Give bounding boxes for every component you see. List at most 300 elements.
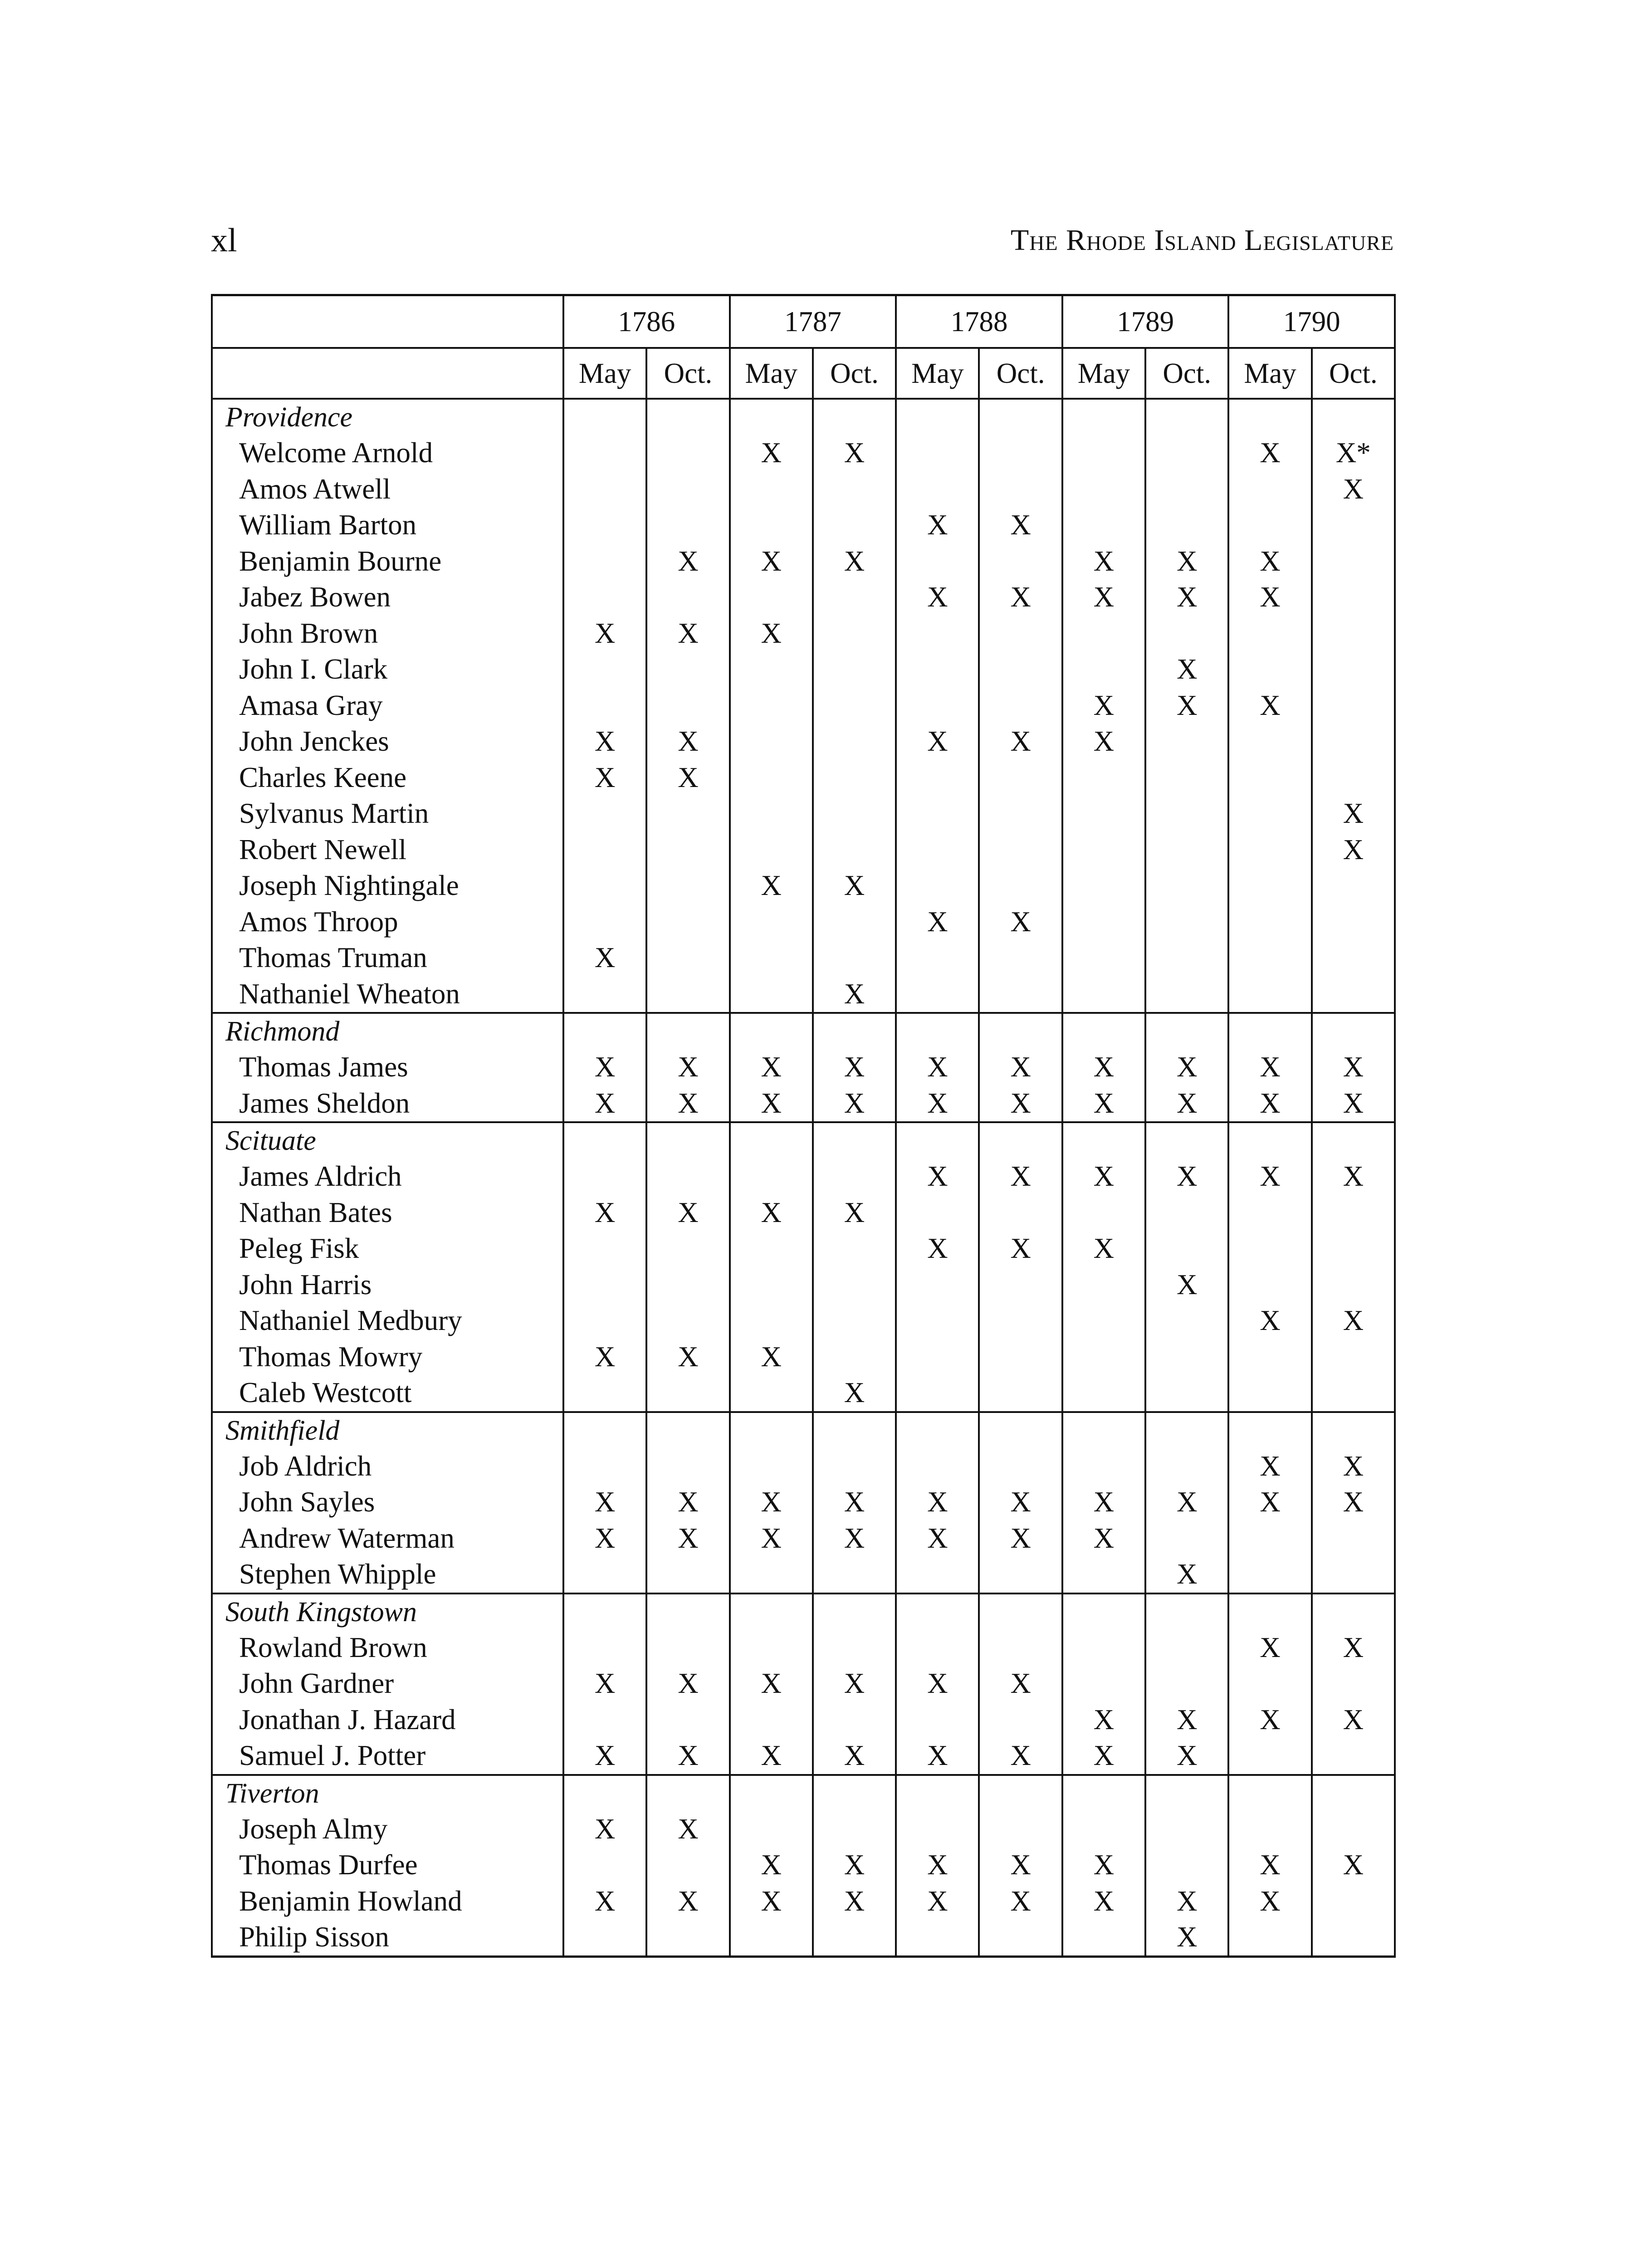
empty-cell: [1062, 1013, 1145, 1049]
attendance-mark: [979, 1702, 1062, 1738]
attendance-mark: [646, 832, 729, 868]
attendance-mark: X: [646, 1049, 729, 1085]
attendance-mark: [979, 832, 1062, 868]
empty-cell: [563, 399, 646, 435]
attendance-mark: [979, 471, 1062, 508]
empty-cell: [646, 1412, 729, 1448]
empty-cell: [896, 1593, 979, 1630]
attendance-mark: [896, 1339, 979, 1375]
attendance-mark: [1145, 1303, 1228, 1339]
empty-cell: [1062, 399, 1145, 435]
attendance-mark: X: [646, 1484, 729, 1520]
attendance-mark: X: [813, 1666, 896, 1702]
attendance-mark: X: [1312, 1158, 1395, 1195]
attendance-mark: [1062, 1267, 1145, 1303]
attendance-mark: [1062, 1811, 1145, 1848]
attendance-mark: [563, 1303, 646, 1339]
attendance-mark: [730, 760, 813, 796]
attendance-mark: [646, 940, 729, 976]
table-row: [212, 1158, 1395, 1195]
attendance-mark: [1145, 616, 1228, 652]
attendance-mark: [1228, 796, 1311, 832]
running-head: [211, 218, 1394, 263]
attendance-mark: [1145, 868, 1228, 904]
attendance-mark: X: [1228, 688, 1311, 724]
member-name: Welcome Arnold: [212, 435, 563, 471]
attendance-mark: [1062, 760, 1145, 796]
attendance-mark: [1145, 796, 1228, 832]
empty-cell: [896, 399, 979, 435]
attendance-mark: [896, 940, 979, 976]
member-name: Amos Atwell: [212, 471, 563, 508]
attendance-mark: [1062, 1195, 1145, 1231]
attendance-mark: X: [896, 1738, 979, 1775]
attendance-mark: [979, 616, 1062, 652]
attendance-mark: [1312, 940, 1395, 976]
attendance-mark: X: [813, 1847, 896, 1883]
attendance-mark: X: [730, 868, 813, 904]
attendance-mark: [646, 1919, 729, 1956]
empty-cell: [1312, 1593, 1395, 1630]
attendance-mark: X: [1228, 579, 1311, 616]
table-row: [212, 832, 1395, 868]
attendance-mark: [979, 1267, 1062, 1303]
attendance-mark: X: [1145, 1484, 1228, 1520]
empty-cell: [813, 1412, 896, 1448]
table-row: [212, 1195, 1395, 1231]
attendance-mark: X: [730, 1847, 813, 1883]
empty-cell: [1145, 1775, 1228, 1811]
member-name: Joseph Nightingale: [212, 868, 563, 904]
table-row: [212, 760, 1395, 796]
attendance-mark: [813, 1556, 896, 1593]
attendance-mark: [1312, 1883, 1395, 1920]
attendance-mark: X: [646, 1883, 729, 1920]
attendance-mark: [896, 1303, 979, 1339]
attendance-mark: [1312, 1339, 1395, 1375]
attendance-mark: [730, 1556, 813, 1593]
attendance-mark: [979, 1811, 1062, 1848]
empty-cell: [563, 1412, 646, 1448]
attendance-mark: [646, 1630, 729, 1666]
member-name: Jabez Bowen: [212, 579, 563, 616]
attendance-mark: [1312, 1375, 1395, 1412]
attendance-mark: [1312, 1195, 1395, 1231]
empty-cell: [646, 1775, 729, 1811]
attendance-mark: [730, 723, 813, 760]
attendance-mark: X: [563, 1484, 646, 1520]
attendance-mark: [1062, 616, 1145, 652]
attendance-mark: [1312, 1231, 1395, 1267]
attendance-mark: [1312, 507, 1395, 543]
empty-cell: [1312, 399, 1395, 435]
attendance-mark: [1228, 1556, 1311, 1593]
member-name: John I. Clark: [212, 651, 563, 688]
attendance-mark: X: [979, 1883, 1062, 1920]
attendance-mark: [646, 1847, 729, 1883]
attendance-mark: X: [563, 1666, 646, 1702]
attendance-mark: X: [896, 579, 979, 616]
attendance-mark: [1145, 1375, 1228, 1412]
empty-cell: [563, 1593, 646, 1630]
attendance-mark: [646, 1702, 729, 1738]
attendance-mark: X: [813, 976, 896, 1013]
town-name: South Kingstown: [212, 1593, 563, 1630]
attendance-mark: X: [979, 1158, 1062, 1195]
member-name: Nathaniel Medbury: [212, 1303, 563, 1339]
attendance-mark: [896, 688, 979, 724]
table-row: [212, 1085, 1395, 1123]
attendance-mark: [1062, 1303, 1145, 1339]
attendance-mark: [1145, 832, 1228, 868]
attendance-mark: X: [979, 1484, 1062, 1520]
attendance-mark: [730, 904, 813, 940]
attendance-mark: [813, 1811, 896, 1848]
attendance-mark: [1145, 1666, 1228, 1702]
attendance-mark: X: [979, 1666, 1062, 1702]
session-header: May: [1228, 348, 1311, 399]
attendance-mark: X: [730, 1049, 813, 1085]
table-row: [212, 1702, 1395, 1738]
empty-cell: [1228, 1013, 1311, 1049]
empty-cell: [730, 1412, 813, 1448]
attendance-mark: [813, 796, 896, 832]
member-name: Peleg Fisk: [212, 1231, 563, 1267]
attendance-mark: X: [896, 1666, 979, 1702]
table-row: [212, 904, 1395, 940]
attendance-mark: X: [646, 1811, 729, 1848]
attendance-mark: [896, 1556, 979, 1593]
session-header: Oct.: [979, 348, 1062, 399]
attendance-mark: [979, 1195, 1062, 1231]
member-name: Thomas James: [212, 1049, 563, 1085]
empty-cell: [813, 1013, 896, 1049]
attendance-mark: [646, 507, 729, 543]
attendance-mark: X: [813, 1195, 896, 1231]
attendance-mark: X: [896, 723, 979, 760]
empty-cell: [1312, 1122, 1395, 1158]
attendance-mark: [896, 543, 979, 580]
attendance-mark: X: [979, 904, 1062, 940]
attendance-mark: [563, 471, 646, 508]
attendance-mark: [1145, 1231, 1228, 1267]
member-name: John Sayles: [212, 1484, 563, 1520]
attendance-mark: X: [1228, 1085, 1311, 1123]
book-title: The Rhode Island Legislature: [1010, 224, 1394, 257]
attendance-mark: [730, 1158, 813, 1195]
attendance-mark: [563, 1267, 646, 1303]
attendance-mark: X: [1145, 543, 1228, 580]
empty-cell: [979, 1013, 1062, 1049]
attendance-mark: [563, 1919, 646, 1956]
attendance-mark: [563, 1375, 646, 1412]
attendance-mark: X: [1145, 1085, 1228, 1123]
attendance-mark: X: [1145, 1702, 1228, 1738]
member-name: John Harris: [212, 1267, 563, 1303]
attendance-mark: X: [1145, 1267, 1228, 1303]
table-row: [212, 1811, 1395, 1848]
attendance-mark: X: [896, 1847, 979, 1883]
empty-cell: [1145, 1593, 1228, 1630]
empty-cell: [979, 1122, 1062, 1158]
attendance-mark: [979, 1630, 1062, 1666]
attendance-mark: X: [979, 1085, 1062, 1123]
year-header: 1789: [1062, 295, 1229, 348]
attendance-mark: [730, 1231, 813, 1267]
attendance-mark: X: [1228, 1847, 1311, 1883]
empty-cell: [1228, 399, 1311, 435]
attendance-mark: [730, 1811, 813, 1848]
attendance-mark: [730, 507, 813, 543]
empty-cell: [1062, 1122, 1145, 1158]
attendance-mark: [979, 688, 1062, 724]
empty-cell: [979, 1593, 1062, 1630]
attendance-mark: [896, 435, 979, 471]
attendance-mark: X: [1312, 1630, 1395, 1666]
table-row: [212, 1375, 1395, 1412]
attendance-mark: [813, 1702, 896, 1738]
attendance-mark: X: [896, 1520, 979, 1557]
attendance-mark: [979, 1919, 1062, 1956]
attendance-mark: X: [563, 1195, 646, 1231]
attendance-mark: X: [563, 616, 646, 652]
table-row: [212, 976, 1395, 1013]
attendance-mark: [1312, 976, 1395, 1013]
attendance-mark: X: [1228, 1448, 1311, 1485]
attendance-mark: [730, 1267, 813, 1303]
attendance-mark: [1312, 1267, 1395, 1303]
attendance-mark: [1228, 1666, 1311, 1702]
table-row: [212, 1339, 1395, 1375]
attendance-mark: X: [646, 1085, 729, 1123]
attendance-mark: X: [1228, 1702, 1311, 1738]
attendance-mark: [730, 1448, 813, 1485]
attendance-mark: [813, 579, 896, 616]
attendance-mark: [813, 1303, 896, 1339]
attendance-mark: [563, 976, 646, 1013]
town-row: [212, 1412, 1395, 1448]
empty-cell: [646, 1593, 729, 1630]
attendance-mark: [730, 1702, 813, 1738]
attendance-mark: [646, 651, 729, 688]
attendance-mark: [1145, 1195, 1228, 1231]
attendance-mark: X: [1145, 579, 1228, 616]
attendance-mark: [813, 688, 896, 724]
attendance-mark: [1228, 1267, 1311, 1303]
attendance-mark: [813, 471, 896, 508]
town-row: [212, 1593, 1395, 1630]
empty-cell: [563, 1013, 646, 1049]
empty-cell: [979, 1412, 1062, 1448]
attendance-mark: [813, 760, 896, 796]
empty-cell: [896, 1412, 979, 1448]
attendance-mark: [1228, 471, 1311, 508]
attendance-mark: [1312, 616, 1395, 652]
table-row: [212, 1231, 1395, 1267]
attendance-mark: X: [813, 1738, 896, 1775]
attendance-mark: X: [646, 616, 729, 652]
member-name: Joseph Almy: [212, 1811, 563, 1848]
attendance-mark: [1228, 1231, 1311, 1267]
attendance-mark: X: [1062, 688, 1145, 724]
attendance-mark: X: [563, 1883, 646, 1920]
attendance-mark: X: [730, 1085, 813, 1123]
attendance-mark: [896, 796, 979, 832]
member-name: John Jenckes: [212, 723, 563, 760]
attendance-mark: [813, 723, 896, 760]
empty-cell: [646, 1013, 729, 1049]
attendance-mark: [563, 1448, 646, 1485]
town-name: Scituate: [212, 1122, 563, 1158]
attendance-mark: [730, 651, 813, 688]
attendance-mark: [1145, 976, 1228, 1013]
empty-cell: [1312, 1775, 1395, 1811]
attendance-mark: X: [979, 1847, 1062, 1883]
attendance-mark: X: [1062, 1484, 1145, 1520]
member-name: Amasa Gray: [212, 688, 563, 724]
legislature-attendance-table: [211, 294, 1396, 1958]
attendance-mark: X: [646, 1520, 729, 1557]
member-name: Thomas Mowry: [212, 1339, 563, 1375]
table-row: [212, 616, 1395, 652]
member-name: Benjamin Bourne: [212, 543, 563, 580]
table-row: [212, 1919, 1395, 1956]
attendance-mark: [646, 868, 729, 904]
attendance-mark: X: [563, 760, 646, 796]
attendance-mark: [1145, 507, 1228, 543]
empty-cell: [979, 399, 1062, 435]
attendance-mark: [813, 904, 896, 940]
attendance-mark: X: [730, 1520, 813, 1557]
attendance-mark: [1062, 940, 1145, 976]
attendance-mark: X: [730, 1666, 813, 1702]
attendance-mark: [563, 832, 646, 868]
attendance-mark: [1145, 471, 1228, 508]
attendance-mark: [1312, 1738, 1395, 1775]
attendance-mark: X: [646, 723, 729, 760]
attendance-mark: [1062, 1339, 1145, 1375]
attendance-mark: [730, 976, 813, 1013]
attendance-mark: X: [646, 543, 729, 580]
attendance-mark: [1145, 1520, 1228, 1557]
attendance-mark: X: [979, 1738, 1062, 1775]
member-name: William Barton: [212, 507, 563, 543]
attendance-mark: [1145, 940, 1228, 976]
empty-cell: [1145, 1122, 1228, 1158]
table-row: [212, 471, 1395, 508]
attendance-mark: [1228, 723, 1311, 760]
attendance-mark: [896, 1267, 979, 1303]
empty-cell: [730, 1593, 813, 1630]
attendance-mark: X: [1228, 1303, 1311, 1339]
attendance-mark: X: [1145, 1883, 1228, 1920]
attendance-mark: X*: [1312, 435, 1395, 471]
attendance-mark: [1062, 904, 1145, 940]
member-name: Benjamin Howland: [212, 1883, 563, 1920]
attendance-mark: [896, 471, 979, 508]
attendance-mark: [896, 1702, 979, 1738]
attendance-mark: [1062, 1630, 1145, 1666]
member-name: Thomas Durfee: [212, 1847, 563, 1883]
table-row: [212, 1448, 1395, 1485]
attendance-mark: X: [1228, 543, 1311, 580]
empty-cell: [1145, 1013, 1228, 1049]
attendance-mark: [1228, 1375, 1311, 1412]
attendance-mark: [1312, 1520, 1395, 1557]
attendance-mark: X: [1062, 1702, 1145, 1738]
attendance-mark: [1312, 1811, 1395, 1848]
empty-cell: [813, 399, 896, 435]
attendance-mark: X: [563, 1738, 646, 1775]
attendance-mark: X: [1062, 1085, 1145, 1123]
member-name: Charles Keene: [212, 760, 563, 796]
session-header: May: [730, 348, 813, 399]
attendance-mark: X: [646, 760, 729, 796]
attendance-mark: X: [1312, 1049, 1395, 1085]
member-name: Thomas Truman: [212, 940, 563, 976]
attendance-mark: [1062, 651, 1145, 688]
attendance-mark: [1312, 1666, 1395, 1702]
attendance-mark: [979, 1339, 1062, 1375]
attendance-mark: [813, 651, 896, 688]
attendance-mark: [896, 616, 979, 652]
attendance-mark: [563, 1702, 646, 1738]
attendance-mark: X: [1062, 543, 1145, 580]
attendance-mark: [813, 1158, 896, 1195]
attendance-mark: [1228, 651, 1311, 688]
attendance-mark: [563, 1158, 646, 1195]
member-name: Caleb Westcott: [212, 1375, 563, 1412]
attendance-mark: [1312, 1556, 1395, 1593]
attendance-mark: X: [730, 1484, 813, 1520]
attendance-mark: [1312, 688, 1395, 724]
attendance-mark: X: [1312, 796, 1395, 832]
attendance-mark: [563, 868, 646, 904]
attendance-mark: X: [563, 1049, 646, 1085]
attendance-mark: [1228, 1919, 1311, 1956]
attendance-mark: [896, 1195, 979, 1231]
attendance-mark: X: [646, 1666, 729, 1702]
attendance-mark: X: [563, 1811, 646, 1848]
attendance-mark: X: [979, 507, 1062, 543]
attendance-mark: X: [896, 1883, 979, 1920]
table-row: [212, 688, 1395, 724]
attendance-mark: [1228, 940, 1311, 976]
attendance-mark: [813, 616, 896, 652]
table-row: [212, 1267, 1395, 1303]
attendance-mark: [813, 1231, 896, 1267]
member-name: Jonathan J. Hazard: [212, 1702, 563, 1738]
attendance-mark: [1228, 616, 1311, 652]
attendance-mark: [896, 1919, 979, 1956]
attendance-mark: [896, 651, 979, 688]
empty-cell: [730, 399, 813, 435]
attendance-mark: [730, 688, 813, 724]
attendance-mark: [1062, 796, 1145, 832]
attendance-mark: [979, 940, 1062, 976]
attendance-mark: [1062, 1375, 1145, 1412]
attendance-mark: X: [1312, 471, 1395, 508]
attendance-mark: X: [896, 1158, 979, 1195]
table-row: [212, 1666, 1395, 1702]
table-row: [212, 868, 1395, 904]
member-name: Andrew Waterman: [212, 1520, 563, 1557]
member-name: John Brown: [212, 616, 563, 652]
attendance-mark: X: [1062, 1231, 1145, 1267]
session-header: Oct.: [1145, 348, 1228, 399]
attendance-mark: X: [1312, 1303, 1395, 1339]
attendance-mark: [1312, 868, 1395, 904]
